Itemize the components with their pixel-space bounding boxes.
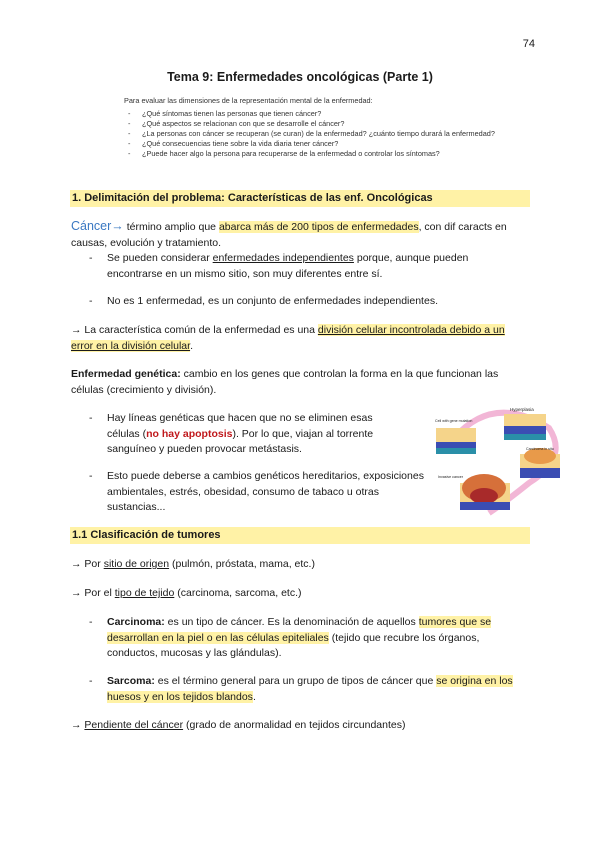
text-run: (grado de anormalidad en tejidos circundantes)	[183, 719, 406, 731]
carcinoma-label: Carcinoma:	[107, 616, 165, 628]
bullet-apoptosis: - Hay líneas genéticas que hacen que no se eliminen esas células (no hay apoptosis). Por lo que, viajan al torrente sanguíneo y pueden provocar metástasis.	[89, 412, 374, 455]
text-run: es el término general para un grupo de tipos de cáncer que	[154, 675, 437, 687]
arrow-glyph: →	[111, 219, 124, 233]
text-run: .	[252, 690, 256, 703]
text-run: → Por el	[71, 587, 115, 599]
sarcoma-label: Sarcoma:	[107, 675, 155, 687]
cancer-definition	[71, 219, 526, 251]
text-run: (carcinoma, sarcoma, etc.)	[174, 587, 302, 599]
intro-item: - ¿Qué aspectos se relacionan con que se desarrolle el cáncer?	[142, 119, 514, 129]
bullet-independent: - Se pueden considerar enfermedades independientes porque, aunque pueden encontrarse en un mismo sitio, son muy diferentes entre sí.	[89, 252, 469, 280]
text-run: cambio en los genes que controlan la forma en la que funcionan las células (crecimiento y división).	[71, 368, 499, 396]
tissue-block	[520, 468, 560, 478]
tissue-block	[504, 434, 546, 440]
bullet-not-one: - No es 1 enfermedad, es un conjunto de enfermedades independientes.	[89, 295, 438, 307]
intro-item: - ¿Puede hacer algo la persona para recuperarse de la enfermedad o controlar los síntomas?	[142, 149, 514, 159]
page-number: 74	[522, 38, 535, 50]
figure-label: Hyperplasia	[510, 407, 534, 412]
cancer-word: Cáncer	[71, 219, 112, 233]
highlight: tumores que se desarrollan en la piel o en las células epiteliales	[107, 616, 492, 644]
text-run: término amplio que	[123, 221, 219, 233]
intro-item: - ¿La personas con cáncer se recuperan (se curan) de la enfermedad? ¿cuánto tiempo durará la enfermedad?	[142, 129, 514, 139]
figure-label: Cell with gene mutation	[435, 419, 473, 423]
tissue-block	[436, 448, 476, 454]
intro-list	[124, 109, 514, 159]
text-run: Se pueden considerar	[107, 252, 213, 264]
underline-text: tipo de tejido	[114, 587, 175, 599]
text-run: porque, aunque pueden encontrarse en un mismo sitio, son muy diferentes entre sí.	[107, 252, 469, 280]
underline-text: enfermedades independientes	[212, 252, 354, 264]
class-by-grade	[71, 718, 526, 734]
highlight: se origina en los huesos y en los tejidos blandos	[107, 675, 513, 703]
text-run: →	[71, 719, 85, 731]
section-1-heading: 1. Delimitación del problema: Características de las enf. Oncológicas	[70, 190, 530, 207]
text-run: Hay líneas genéticas que hacen que no se eliminen esas células (	[107, 412, 373, 440]
highlight: abarca más de 200 tipos de enfermedades	[218, 221, 419, 233]
tumor-mass	[470, 488, 498, 504]
figure-label: Carcinoma in situ	[526, 447, 554, 451]
text-run: → La característica común de la enfermedad es una	[71, 324, 318, 336]
highlight: división celular incontrolada debido a un error en la división celular	[71, 324, 505, 352]
cancer-progression-figure	[434, 398, 562, 518]
text-run: → Por	[71, 558, 104, 570]
section-1-1-heading: 1.1 Clasificación de tumores	[70, 527, 530, 544]
underline-text: sitio de origen	[103, 558, 170, 570]
text-run: .	[190, 339, 193, 352]
text-run: ). Por lo que, viajan al torrente sanguíneo y pueden provocar metástasis.	[107, 427, 374, 455]
tissue-block	[460, 502, 510, 510]
intro-lead: Para evaluar las dimensiones de la representación mental de la enfermedad:	[124, 96, 373, 105]
apoptosis-text: no hay apoptosis	[146, 427, 233, 440]
text-run: Esto puede deberse a cambios genéticos hereditarios, exposiciones ambientales, estrés, obesidad, consumo de tabaco u otras sustancias...	[107, 470, 424, 513]
intro-item: - ¿Qué síntomas tienen las personas que tienen cáncer?	[142, 109, 514, 119]
genetic-disease	[71, 367, 526, 398]
intro-item: - ¿Qué consecuencias tiene sobre la vida diaria tener cáncer?	[142, 139, 514, 149]
intro-block	[124, 96, 514, 159]
common-characteristic	[71, 323, 526, 354]
underline-text: Pendiente del cáncer	[84, 719, 184, 731]
text-run: No es 1 enfermedad, es un conjunto de enfermedades independientes.	[107, 295, 438, 307]
text-run: (pulmón, próstata, mama, etc.)	[169, 558, 315, 570]
text-run: (tejido que recubre los órganos, conductos, mucosas y las glándulas).	[107, 631, 480, 659]
class-by-origin	[71, 557, 526, 573]
text-run: , con dif caracts en causas, evolución y tratamiento.	[71, 221, 507, 249]
page-title: Tema 9: Enfermedades oncológicas (Parte 1)	[167, 70, 433, 84]
class-by-tissue	[71, 586, 526, 602]
bullet-sarcoma: - Sarcoma: es el término general para un grupo de tipos de cáncer que se origina en los huesos y en los tejidos blandos.	[89, 675, 513, 703]
figure-label: Invasive cancer	[438, 475, 463, 479]
bullet-carcinoma: - Carcinoma: es un tipo de cáncer. Es la denominación de aquellos tumores que se desarrollan en la piel o en las células epiteliales (tejido que recubre los órganos, conductos, mucosas y las glándulas).	[89, 616, 492, 659]
text-run: es un tipo de cáncer. Es la denominación de aquellos	[164, 616, 419, 628]
bullet-causes: - Esto puede deberse a cambios genéticos hereditarios, exposiciones ambientales, estrés, obesidad, consumo de tabaco u otras sustancias...	[89, 470, 424, 513]
genetic-label: Enfermedad genética:	[71, 368, 181, 380]
